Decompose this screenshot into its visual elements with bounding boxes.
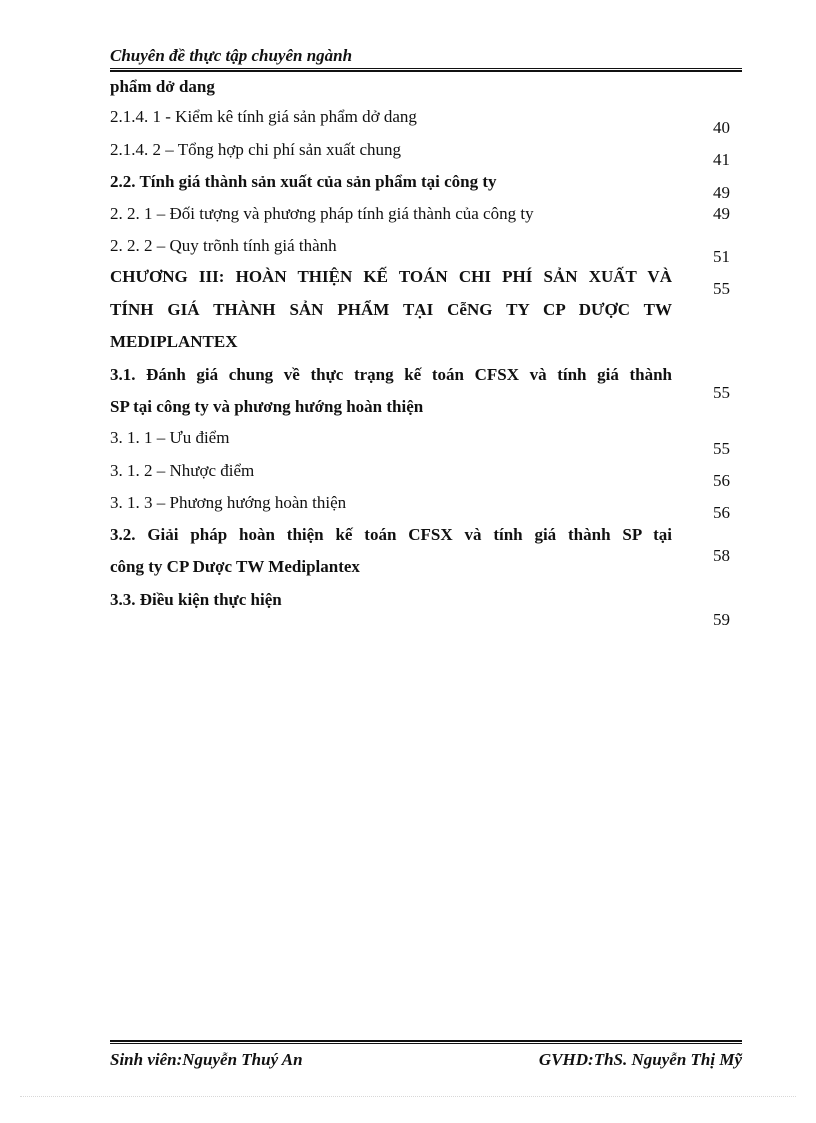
toc-line: 3.2. Giải pháp hoàn thiện kế toán CFSX và tính giá thành SP tại xyxy=(110,525,672,544)
page-number: 56 xyxy=(713,503,730,522)
header-title: Chuyên đề thực tập chuyên ngành xyxy=(110,46,353,65)
page-number: 55 xyxy=(713,383,730,402)
toc-line: MEDIPLANTEX xyxy=(110,332,238,351)
page-number: 56 xyxy=(713,471,730,490)
page-number: 49 xyxy=(713,204,730,223)
toc-line: 2. 2. 2 – Quy trõnh tính giá thành xyxy=(110,236,337,255)
toc-line: 2.2. Tính giá thành sản xuất của sản phẩm tại công ty xyxy=(110,172,497,191)
toc-line: 3. 1. 2 – Nhược điểm xyxy=(110,461,255,480)
footer-row xyxy=(110,1050,742,1070)
page-header xyxy=(110,46,742,72)
page-number: 40 xyxy=(713,118,730,137)
page-number: 55 xyxy=(713,439,730,458)
footer-rule-thick xyxy=(110,1040,742,1042)
page-number: 49 xyxy=(713,183,730,202)
toc-line: 3.1. Đánh giá chung về thực trạng kế toán CFSX và tính giá thành xyxy=(110,365,672,384)
page-number: 41 xyxy=(713,150,730,169)
footer-rule-thin xyxy=(110,1043,742,1044)
toc-line: 2. 2. 1 – Đối tượng và phương pháp tính giá thành của công ty xyxy=(110,204,534,223)
toc-line: CHƯƠNG III: HOÀN THIỆN KẾ TOÁN CHI PHÍ SẢN XUẤT VÀ xyxy=(110,267,672,286)
header-rule-thick xyxy=(110,70,742,72)
toc-line: SP tại công ty và phương hướng hoàn thiện xyxy=(110,397,424,416)
page-number: 58 xyxy=(713,546,730,565)
footer-advisor: GVHD:ThS. Nguyễn Thị Mỹ xyxy=(538,1050,742,1069)
toc-line: 3. 1. 1 – Ưu điểm xyxy=(110,428,230,447)
toc-line: phẩm dở dang xyxy=(110,77,215,96)
page-footer xyxy=(110,1040,742,1070)
page-number: 51 xyxy=(713,247,730,266)
toc-line: 3.3. Điều kiện thực hiện xyxy=(110,590,282,609)
page-bottom-dotted-line xyxy=(20,1096,796,1098)
toc-line: 2.1.4. 1 - Kiểm kê tính giá sản phẩm dở dang xyxy=(110,107,417,126)
page-number: 59 xyxy=(713,610,730,629)
page-number: 55 xyxy=(713,279,730,298)
footer-student: Sinh viên:Nguyễn Thuý An xyxy=(110,1050,303,1069)
header-rule-thin xyxy=(110,68,742,69)
toc-line: TÍNH GIÁ THÀNH SẢN PHẨM TẠI CễNG TY CP DƯỢC TW xyxy=(110,300,672,319)
toc-line: công ty CP Dược TW Mediplantex xyxy=(110,557,360,576)
toc-line: 3. 1. 3 – Phương hướng hoàn thiện xyxy=(110,493,347,512)
toc-line: 2.1.4. 2 – Tổng hợp chi phí sản xuất chung xyxy=(110,140,402,159)
